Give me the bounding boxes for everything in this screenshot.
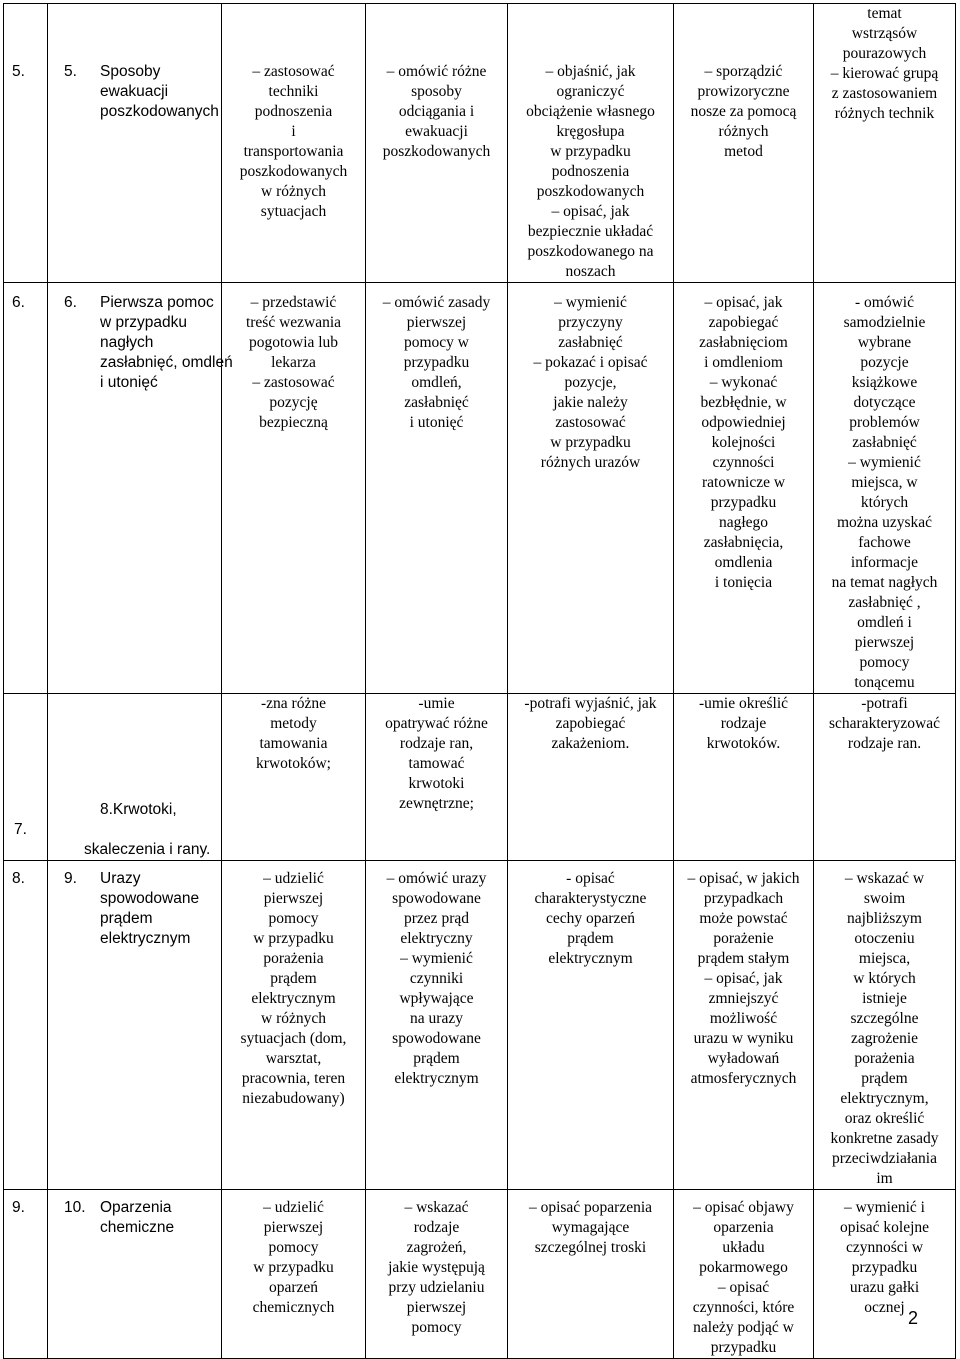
- cell-line: pokarmowego: [699, 1259, 788, 1276]
- cell-line: przeciwdziałania: [832, 1150, 937, 1167]
- cell-line: i utonięć: [409, 414, 464, 431]
- cell-line: odciągania i: [398, 103, 475, 120]
- cell-line: otoczeniu: [854, 930, 915, 947]
- cell-line: urazu w wyniku: [693, 1030, 794, 1047]
- cell-line: zasłabnięć: [852, 434, 917, 451]
- row-number: 9.: [12, 1199, 25, 1216]
- cell-line: fachowe: [858, 534, 911, 551]
- content-cell: [508, 1190, 674, 1359]
- cell-line: układu: [722, 1239, 765, 1256]
- cell-line: techniki: [268, 83, 319, 100]
- topic-cell: [48, 1190, 222, 1359]
- cell-line: pomocy: [268, 910, 319, 927]
- cell-line: – opisać: [717, 1279, 770, 1296]
- table-row: [4, 4, 956, 283]
- content-cell: [814, 4, 956, 283]
- cell-line: wpływające: [399, 990, 474, 1007]
- cell-line: przypadkach: [703, 890, 784, 907]
- cell-line: – opisać, jak: [551, 203, 630, 220]
- topic-line: Urazy: [100, 870, 141, 887]
- content-cell: [674, 1190, 814, 1359]
- content-cell: [366, 283, 508, 694]
- cell-line: – kierować grupą: [830, 65, 939, 82]
- topic-number: 9.: [64, 870, 77, 887]
- row-number-cell: [4, 4, 48, 283]
- topic-line: skaleczenia i rany.: [84, 841, 211, 858]
- cell-line: z zastosowaniem: [831, 85, 938, 102]
- cell-line: -potrafi: [861, 695, 908, 712]
- cell-line: krwotoków.: [706, 735, 781, 752]
- table-row: [4, 861, 956, 1190]
- cell-line: – udzielić: [263, 1199, 324, 1216]
- content-cell: [222, 861, 366, 1190]
- cell-line: pozycje,: [564, 374, 617, 391]
- cell-line: omdleń,: [411, 374, 462, 391]
- cell-line: -umie określić: [698, 695, 789, 712]
- topic-title: [100, 293, 233, 393]
- content-cell: [222, 4, 366, 283]
- topic-title: [100, 1198, 221, 1238]
- cell-line: – wskazać: [404, 1199, 469, 1216]
- cell-line: niezabudowany): [242, 1090, 345, 1107]
- cell-line: elektrycznym: [394, 1070, 479, 1087]
- cell-line: bezpiecznie układać: [527, 223, 654, 240]
- cell-line: samodzielnie: [843, 314, 926, 331]
- cell-line: pierwszej: [854, 634, 915, 651]
- topic-line: Sposoby: [100, 63, 161, 80]
- cell-line: krwotoków;: [256, 755, 331, 772]
- cell-line: zagrożenie: [850, 1030, 919, 1047]
- cell-line: czynniki: [409, 970, 464, 987]
- cell-line: można uzyskać: [836, 514, 933, 531]
- cell-line: wybrane: [857, 334, 912, 351]
- row-number: 7.: [14, 821, 27, 838]
- cell-line: książkowe: [851, 374, 918, 391]
- cell-line: bezbłędnie, w: [700, 394, 787, 411]
- cell-line: rodzaje ran,: [399, 735, 474, 752]
- cell-line: szczególne: [850, 1010, 919, 1027]
- table-row: [4, 694, 956, 861]
- cell-line: pourazowych: [842, 45, 927, 62]
- cell-line: lekarza: [271, 354, 316, 371]
- cell-line: spowodowane: [392, 890, 481, 907]
- cell-line: na urazy: [410, 1010, 463, 1027]
- cell-line: w których: [853, 970, 916, 987]
- cell-line: bezpieczną: [259, 414, 328, 431]
- cell-line: w przypadku: [550, 434, 631, 451]
- row-number-cell: [4, 1190, 48, 1359]
- cell-line: miejsca, w: [851, 474, 918, 491]
- topic-line: elektrycznym: [100, 930, 191, 947]
- cell-line: – opisać poparzenia: [528, 1199, 653, 1216]
- cell-line: swoim: [863, 890, 906, 907]
- cell-line: poszkodowanych: [239, 163, 348, 180]
- cell-line: nosze za pomocą: [690, 103, 797, 120]
- cell-line: pierwszej: [263, 890, 324, 907]
- cell-line: transportowania: [243, 143, 344, 160]
- cell-line: cechy oparzeń: [545, 910, 636, 927]
- topic-number: 5.: [64, 63, 77, 80]
- topic-line: poszkodowanych: [100, 103, 219, 120]
- cell-line: przez prąd: [404, 910, 469, 927]
- content-cell: [508, 861, 674, 1190]
- cell-line: zewnętrzne;: [399, 795, 474, 812]
- cell-line: różnych technik: [834, 105, 935, 122]
- cell-line: miejsca,: [858, 950, 911, 967]
- cell-line: treść wezwania: [245, 314, 342, 331]
- row-number-cell: [4, 283, 48, 694]
- cell-line: możliwość: [709, 1010, 778, 1027]
- cell-line: sposoby: [411, 83, 462, 100]
- content-cell: [674, 694, 814, 861]
- cell-line: różnych urazów: [540, 454, 641, 471]
- cell-line: zakażeniom.: [551, 735, 630, 752]
- cell-line: zasłabnięć: [558, 334, 623, 351]
- cell-line: -umie: [418, 695, 455, 712]
- cell-line: przypadku: [851, 1259, 918, 1276]
- cell-line: w przypadku: [550, 143, 631, 160]
- cell-line: może powstać: [699, 910, 788, 927]
- cell-line: zagrożeń,: [406, 1239, 467, 1256]
- content-cell: [814, 694, 956, 861]
- cell-line: odpowiedniej: [701, 414, 786, 431]
- content-cell: [508, 283, 674, 694]
- cell-line: omdlenia: [714, 554, 773, 571]
- cell-line: jakie występują: [388, 1259, 485, 1276]
- cell-line: rodzaje: [720, 715, 767, 732]
- table-row: [4, 283, 956, 694]
- cell-line: kolejności: [711, 434, 776, 451]
- cell-line: – wskazać w: [844, 870, 925, 887]
- cell-line: najbliższym: [847, 910, 922, 927]
- content-cell: [814, 861, 956, 1190]
- cell-line: tamowania: [259, 735, 328, 752]
- cell-line: – opisać objawy: [693, 1199, 794, 1216]
- topic-line: w przypadku: [100, 314, 188, 331]
- cell-line: ratownicze w: [701, 474, 786, 491]
- cell-line: zasłabnięć: [404, 394, 469, 411]
- topic-line: prądem: [100, 910, 153, 927]
- topic-line: Pierwsza pomoc: [100, 294, 214, 311]
- cell-line: – omówić urazy: [386, 870, 487, 887]
- cell-line: przyczyny: [558, 314, 623, 331]
- cell-line: -potrafi wyjaśnić, jak: [524, 695, 657, 712]
- cell-line: elektrycznym,: [840, 1090, 929, 1107]
- cell-line: nagłego: [718, 514, 769, 531]
- cell-line: pomocy: [268, 1239, 319, 1256]
- topic-title: [84, 800, 221, 860]
- cell-line: krwotoki: [408, 775, 465, 792]
- content-cell: [366, 4, 508, 283]
- topic-number: 6.: [64, 294, 77, 311]
- cell-line: konkretne zasady: [830, 1130, 939, 1147]
- cell-line: – pokazać i opisać: [533, 354, 648, 371]
- topic-cell: [48, 694, 222, 861]
- cell-line: tonącemu: [854, 674, 915, 691]
- cell-line: – przedstawić: [250, 294, 337, 311]
- cell-line: dotyczące: [853, 394, 916, 411]
- content-cell: [814, 283, 956, 694]
- cell-line: których: [860, 494, 909, 511]
- cell-line: na temat nagłych: [831, 574, 938, 591]
- cell-line: atmosferycznych: [690, 1070, 797, 1087]
- content-cell: [508, 694, 674, 861]
- cell-line: poszkodowanych: [382, 143, 491, 160]
- cell-line: – zastosować: [252, 63, 335, 80]
- cell-line: – udzielić: [263, 870, 324, 887]
- cell-line: metody: [270, 715, 317, 732]
- cell-line: zasłabnięciom: [699, 334, 788, 351]
- cell-line: – opisać, jak: [704, 294, 783, 311]
- cell-line: pozycję: [269, 394, 318, 411]
- cell-line: opatrywać różne: [385, 715, 488, 732]
- cell-line: zasłabnięcia,: [703, 534, 784, 551]
- cell-line: pierwszej: [263, 1219, 324, 1236]
- content-cell: [222, 1190, 366, 1359]
- cell-line: – opisać, jak: [704, 970, 783, 987]
- cell-line: warsztat,: [265, 1050, 322, 1067]
- content-cell: [366, 694, 508, 861]
- cell-line: pogotowia lub: [248, 334, 339, 351]
- cell-line: czynności w: [845, 1239, 924, 1256]
- cell-line: zastosować: [555, 414, 626, 431]
- cell-line: jakie należy: [553, 394, 628, 411]
- cell-line: prądem stałym: [697, 950, 790, 967]
- page-number: 2: [908, 1308, 919, 1328]
- topic-line: 8.Krwotoki,: [100, 801, 177, 818]
- cell-line: przypadku: [710, 1339, 777, 1356]
- topic-cell: [48, 283, 233, 694]
- topic-line: spowodowane: [100, 890, 200, 907]
- content-cell: [366, 1190, 508, 1359]
- cell-line: szczególnej troski: [534, 1239, 647, 1256]
- topic-line: nagłych: [100, 334, 154, 351]
- cell-line: przy udzielaniu: [388, 1279, 485, 1296]
- cell-line: pozycje: [860, 354, 909, 371]
- cell-line: czynności: [712, 454, 775, 471]
- cell-line: w przypadku: [253, 930, 334, 947]
- topic-line: zasłabnięć, omdleń: [100, 354, 233, 371]
- cell-line: – wymienić: [400, 950, 473, 967]
- table-row: [4, 1190, 956, 1359]
- cell-line: pierwszej: [406, 1299, 467, 1316]
- cell-line: opisać kolejne: [839, 1219, 930, 1236]
- cell-line: i tonięcia: [714, 574, 773, 591]
- cell-line: metod: [724, 143, 763, 160]
- cell-line: oraz określić: [844, 1110, 925, 1127]
- cell-line: oparzenia: [713, 1219, 774, 1236]
- cell-line: rodzaje: [413, 1219, 460, 1236]
- cell-line: porażenia: [854, 1050, 915, 1067]
- content-cell: [674, 861, 814, 1190]
- topic-title: [100, 869, 221, 949]
- cell-line: – wymienić: [848, 454, 921, 471]
- topic-line: Oparzenia: [100, 1199, 172, 1216]
- cell-line: – wykonać: [709, 374, 778, 391]
- cell-line: prądem: [270, 970, 317, 987]
- cell-line: istnieje: [862, 990, 907, 1007]
- cell-line: rodzaje ran.: [847, 735, 922, 752]
- topic-line: i utonięć: [100, 374, 158, 391]
- cell-line: informacje: [850, 554, 919, 571]
- cell-line: - opisać: [566, 870, 615, 887]
- cell-line: pomocy: [859, 654, 910, 671]
- cell-line: – omówić zasady: [382, 294, 491, 311]
- cell-line: porażenia: [263, 950, 324, 967]
- content-cell: [366, 861, 508, 1190]
- cell-line: chemicznych: [252, 1299, 335, 1316]
- topic-title: [100, 62, 221, 122]
- topic-line: ewakuacji: [100, 83, 169, 100]
- cell-line: temat: [867, 5, 902, 22]
- cell-line: i omdleniom: [704, 354, 783, 371]
- topic-cell: [48, 861, 222, 1190]
- cell-line: tamować: [408, 755, 465, 772]
- cell-line: prądem: [861, 1070, 908, 1087]
- cell-line: pomocy: [411, 1319, 462, 1336]
- cell-line: pierwszej: [406, 314, 467, 331]
- content-cell: [674, 4, 814, 283]
- cell-line: – wymienić i: [844, 1199, 925, 1216]
- cell-line: w przypadku: [253, 1259, 334, 1276]
- row-number-cell: [4, 861, 48, 1190]
- cell-line: spowodowane: [392, 1030, 481, 1047]
- cell-line: obciążenie własnego: [526, 103, 655, 120]
- cell-line: zapobiegać: [708, 314, 779, 331]
- content-cell: [222, 283, 366, 694]
- row-number: 6.: [12, 294, 25, 311]
- cell-line: zasłabnięć ,: [848, 594, 921, 611]
- cell-line: pracownia, teren: [241, 1070, 346, 1087]
- cell-line: ograniczyć: [556, 83, 625, 100]
- cell-line: – wymienić: [554, 294, 627, 311]
- cell-line: porażenie: [713, 930, 774, 947]
- cell-line: poszkodowanego na: [527, 243, 654, 260]
- cell-line: kręgosłupa: [556, 123, 625, 140]
- cell-line: oparzeń: [268, 1279, 319, 1296]
- row-number-cell: [4, 694, 48, 861]
- cell-line: elektryczny: [400, 930, 473, 947]
- cell-line: ocznej: [864, 1299, 905, 1316]
- cell-line: wstrząsów: [851, 25, 918, 42]
- cell-line: - omówić: [855, 294, 914, 311]
- cell-line: należy podjąć w: [693, 1319, 794, 1336]
- content-cell: [814, 1190, 956, 1359]
- cell-line: urazu gałki: [849, 1279, 920, 1296]
- cell-line: w różnych: [261, 1010, 326, 1027]
- cell-line: zmniejszyć: [708, 990, 779, 1007]
- cell-line: – zastosować: [252, 374, 335, 391]
- topic-cell: [48, 4, 222, 283]
- cell-line: podnoszenia: [254, 103, 333, 120]
- topic-number: 10.: [64, 1199, 86, 1216]
- cell-line: podnoszenia: [551, 163, 630, 180]
- topic-line: chemiczne: [100, 1219, 175, 1236]
- cell-line: – sporządzić: [704, 63, 783, 80]
- row-number: 5.: [12, 63, 25, 80]
- cell-line: noszach: [565, 263, 616, 280]
- cell-line: charakterystyczne: [534, 890, 647, 907]
- cell-line: elektrycznym: [548, 950, 633, 967]
- cell-line: ewakuacji: [405, 123, 468, 140]
- cell-line: czynności, które: [692, 1299, 795, 1316]
- cell-line: prądem: [413, 1050, 460, 1067]
- cell-line: im: [876, 1170, 893, 1187]
- cell-line: – omówić różne: [386, 63, 487, 80]
- cell-line: w różnych: [261, 183, 326, 200]
- cell-line: prowizoryczne: [697, 83, 790, 100]
- cell-line: sytuacjach (dom,: [240, 1030, 347, 1047]
- cell-line: -zna różne: [261, 695, 326, 712]
- cell-line: – opisać, w jakich: [687, 870, 800, 887]
- cell-line: scharakteryzować: [828, 715, 940, 732]
- cell-line: pomocy w: [403, 334, 469, 351]
- cell-line: przypadku: [403, 354, 470, 371]
- cell-line: różnych: [718, 123, 769, 140]
- content-cell: [674, 283, 814, 694]
- cell-line: wymagające: [551, 1219, 630, 1236]
- cell-line: wyładowań: [707, 1050, 780, 1067]
- cell-line: elektrycznym: [251, 990, 336, 1007]
- cell-line: i: [291, 123, 296, 140]
- cell-line: problemów: [849, 414, 920, 431]
- row-number: 8.: [12, 870, 25, 887]
- cell-line: poszkodowanych: [536, 183, 645, 200]
- content-cell: [222, 694, 366, 861]
- cell-line: omdleń i: [857, 614, 912, 631]
- cell-line: prądem: [567, 930, 614, 947]
- curriculum-table: [3, 3, 956, 1359]
- cell-line: – objaśnić, jak: [545, 63, 636, 80]
- cell-line: przypadku: [710, 494, 777, 511]
- content-cell: [508, 4, 674, 283]
- cell-line: zapobiegać: [555, 715, 626, 732]
- cell-line: sytuacjach: [260, 203, 327, 220]
